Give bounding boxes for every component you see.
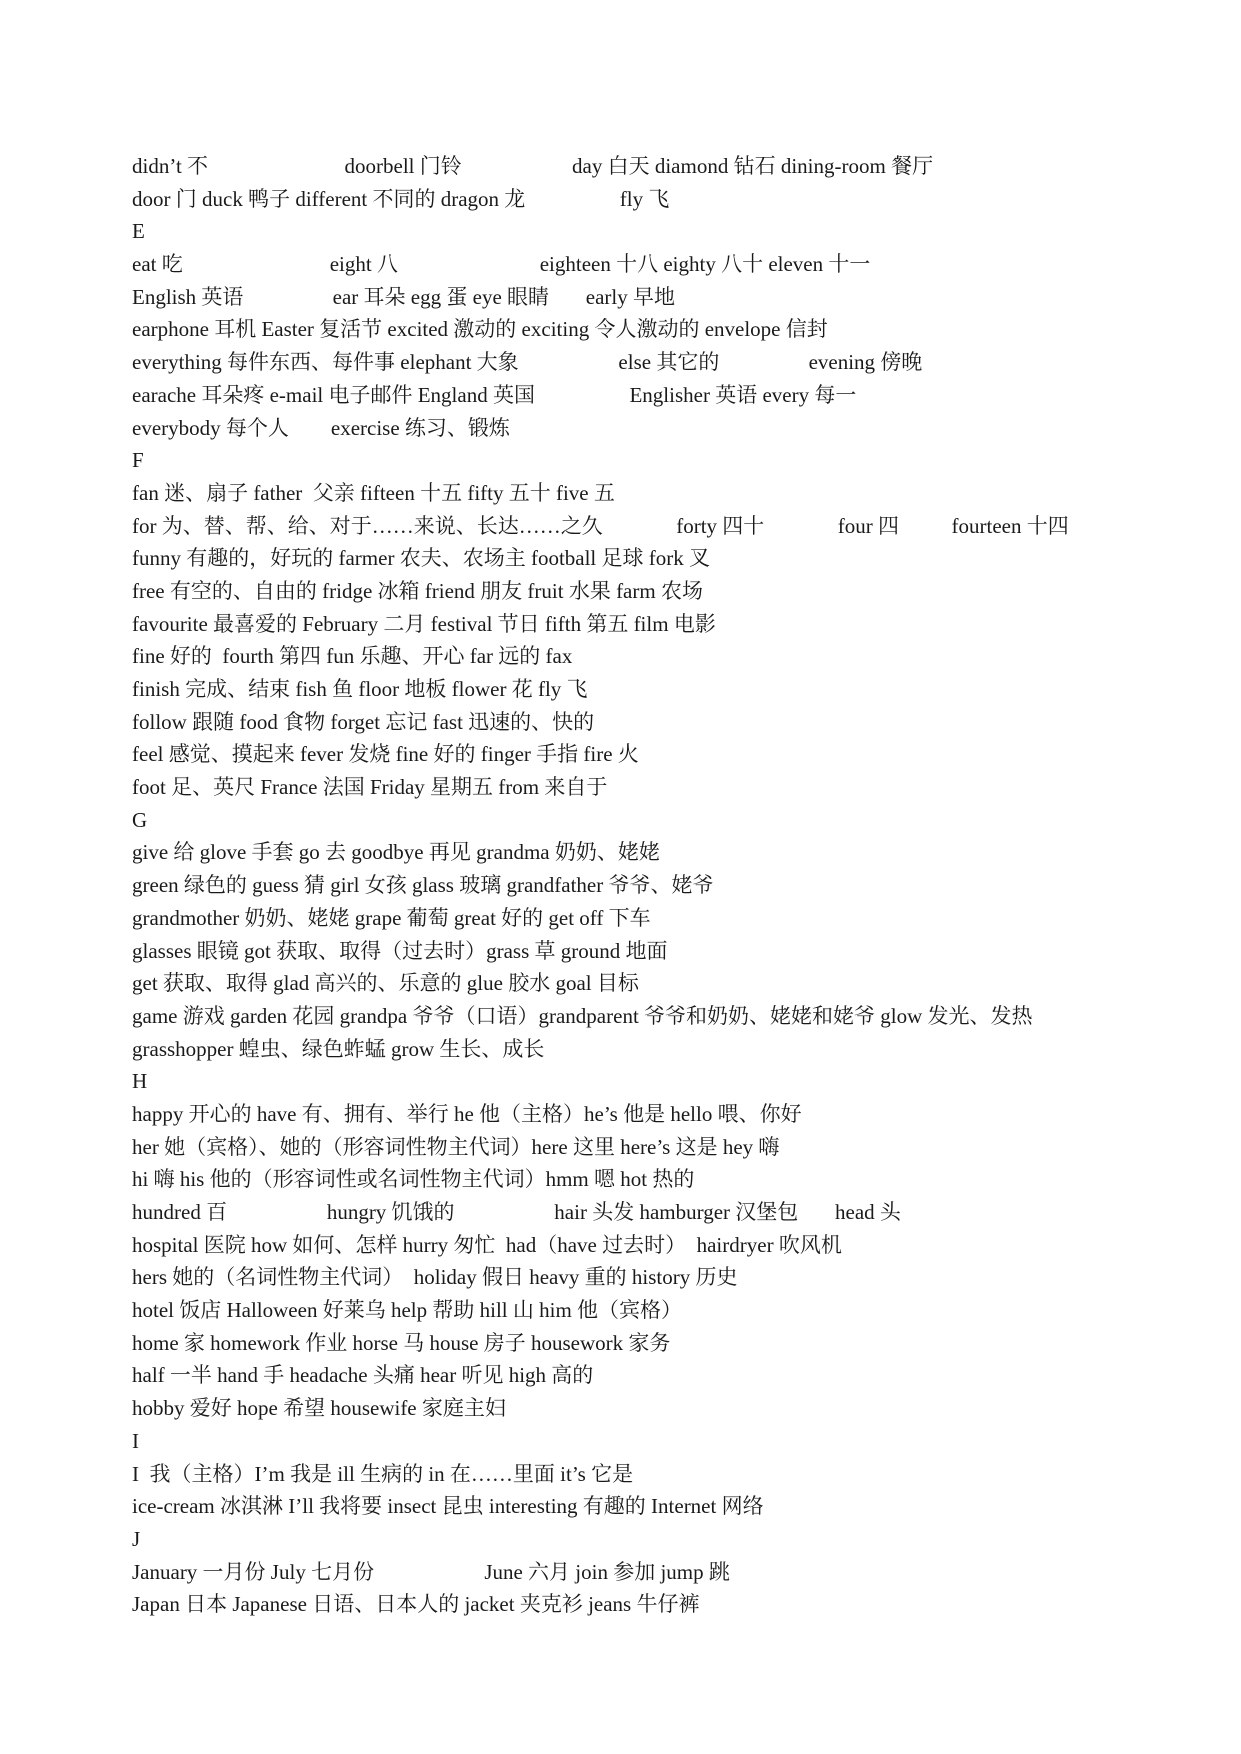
vocab-line: foot 足、英尺 France 法国 Friday 星期五 from 来自于	[132, 775, 608, 800]
vocab-line: everybody 每个人 exercise 练习、锻炼	[132, 415, 510, 440]
vocab-line: hundred 百 hungry 饥饿的 hair 头发 hamburger 汉堡包 head 头	[132, 1200, 901, 1224]
vocab-line: ice-cream 冰淇淋 I’ll 我将要 insect 昆虫 interesting 有趣的 Internet 网络	[132, 1494, 764, 1519]
vocab-line: give 给 glove 手套 go 去 goodbye 再见 grandma 奶奶、姥姥	[132, 840, 660, 865]
vocab-line: happy 开心的 have 有、拥有、举行 he 他（主格）he’s 他是 hello 喂、你好	[132, 1101, 802, 1126]
vocab-line: eat 吃 eight 八 eighteen 十八 eighty 八十 eleven 十一	[132, 252, 871, 277]
vocab-line: I 我（主格）I’m 我是 ill 生病的 in 在……里面 it’s 它是	[132, 1461, 634, 1486]
vocab-line: hobby 爱好 hope 希望 housewife 家庭主妇	[132, 1396, 506, 1421]
letter-heading-g: G	[132, 807, 148, 832]
vocab-line: feel 感觉、摸起来 fever 发烧 fine 好的 finger 手指 fire 火	[132, 742, 639, 767]
vocab-line: finish 完成、结束 fish 鱼 floor 地板 flower 花 fly 飞	[132, 677, 588, 701]
vocab-line: earphone 耳机 Easter 复活节 excited 激动的 exciting 令人激动的 envelope 信封	[132, 317, 828, 342]
vocab-line: everything 每件东西、每件事 elephant 大象 else 其它的 evening 傍晚	[132, 350, 923, 375]
vocab-line: glasses 眼镜 got 获取、取得（过去时）grass 草 ground 地面	[132, 938, 668, 963]
vocab-line: grasshopper 蝗虫、绿色蚱蜢 grow 生长、成长	[132, 1036, 545, 1061]
vocab-line: funny 有趣的，好玩的 farmer 农夫、农场主 football 足球 fork 叉	[132, 546, 711, 571]
letter-heading-i: I	[132, 1428, 139, 1453]
vocab-line: favourite 最喜爱的 February 二月 festival 节日 fifth 第五 film 电影	[132, 611, 716, 636]
vocab-line: her 她（宾格）、她的（形容词性物主代词）here 这里 here’s 这是 hey 嗨	[132, 1134, 780, 1159]
vocab-line: free 有空的、自由的 fridge 冰箱 friend 朋友 fruit 水果 farm 农场	[132, 578, 703, 603]
vocab-line: grandmother 奶奶、姥姥 grape 葡萄 great 好的 get off 下车	[132, 905, 651, 930]
vocab-line: green 绿色的 guess 猜 girl 女孩 glass 玻璃 grandfather 爷爷、姥爷	[132, 873, 714, 898]
vocab-line: fan 迷、扇子 father 父亲 fifteen 十五 fifty 五十 five 五	[132, 480, 615, 505]
vocab-line: half 一半 hand 手 headache 头痛 hear 听见 high 高的	[132, 1363, 594, 1388]
vocab-line: door 门 duck 鸭子 different 不同的 dragon 龙 fly 飞	[132, 186, 670, 211]
letter-heading-e: E	[132, 219, 145, 244]
vocabulary-list	[132, 150, 1212, 1621]
vocab-line: for 为、替、帮、给、对于……来说、长达……之久 forty 四十 four 四 fourteen 十四	[132, 513, 1069, 538]
letter-heading-h: H	[132, 1069, 148, 1094]
vocab-line: hers 她的（名词性物主代词） holiday 假日 heavy 重的 history 历史	[132, 1265, 738, 1290]
vocab-line: didn’t 不 doorbell 门铃 day 白天 diamond 钻石 dining-room 餐厅	[132, 154, 934, 178]
vocab-line: hi 嗨 his 他的（形容词性或名词性物主代词）hmm 嗯 hot 热的	[132, 1167, 695, 1192]
vocab-line: hotel 饭店 Halloween 好莱乌 help 帮助 hill 山 him 他（宾格）	[132, 1298, 683, 1323]
letter-heading-j: J	[132, 1526, 141, 1551]
vocab-line: earache 耳朵疼 e-mail 电子邮件 England 英国 Englisher 英语 every 每一	[132, 382, 857, 407]
vocab-line: game 游戏 garden 花园 grandpa 爷爷（口语）grandparent 爷爷和奶奶、姥姥和姥爷 glow 发光、发热	[132, 1003, 1033, 1028]
vocab-line: home 家 homework 作业 horse 马 house 房子 housework 家务	[132, 1330, 671, 1355]
vocab-line: get 获取、取得 glad 高兴的、乐意的 glue 胶水 goal 目标	[132, 971, 639, 996]
vocab-line: fine 好的 fourth 第四 fun 乐趣、开心 far 远的 fax	[132, 644, 573, 669]
vocab-line: English 英语 ear 耳朵 egg 蛋 eye 眼睛 early 早地	[132, 284, 675, 309]
vocab-line: January 一月份 July 七月份 June 六月 join 参加 jump 跳	[132, 1559, 730, 1584]
vocab-line: hospital 医院 how 如何、怎样 hurry 匆忙 had（have 过去时） hairdryer 吹风机	[132, 1232, 842, 1257]
vocab-line: Japan 日本 Japanese 日语、日本人的 jacket 夹克衫 jeans 牛仔裤	[132, 1592, 700, 1617]
letter-heading-f: F	[132, 448, 144, 473]
vocab-line: follow 跟随 food 食物 forget 忘记 fast 迅速的、快的	[132, 709, 595, 734]
